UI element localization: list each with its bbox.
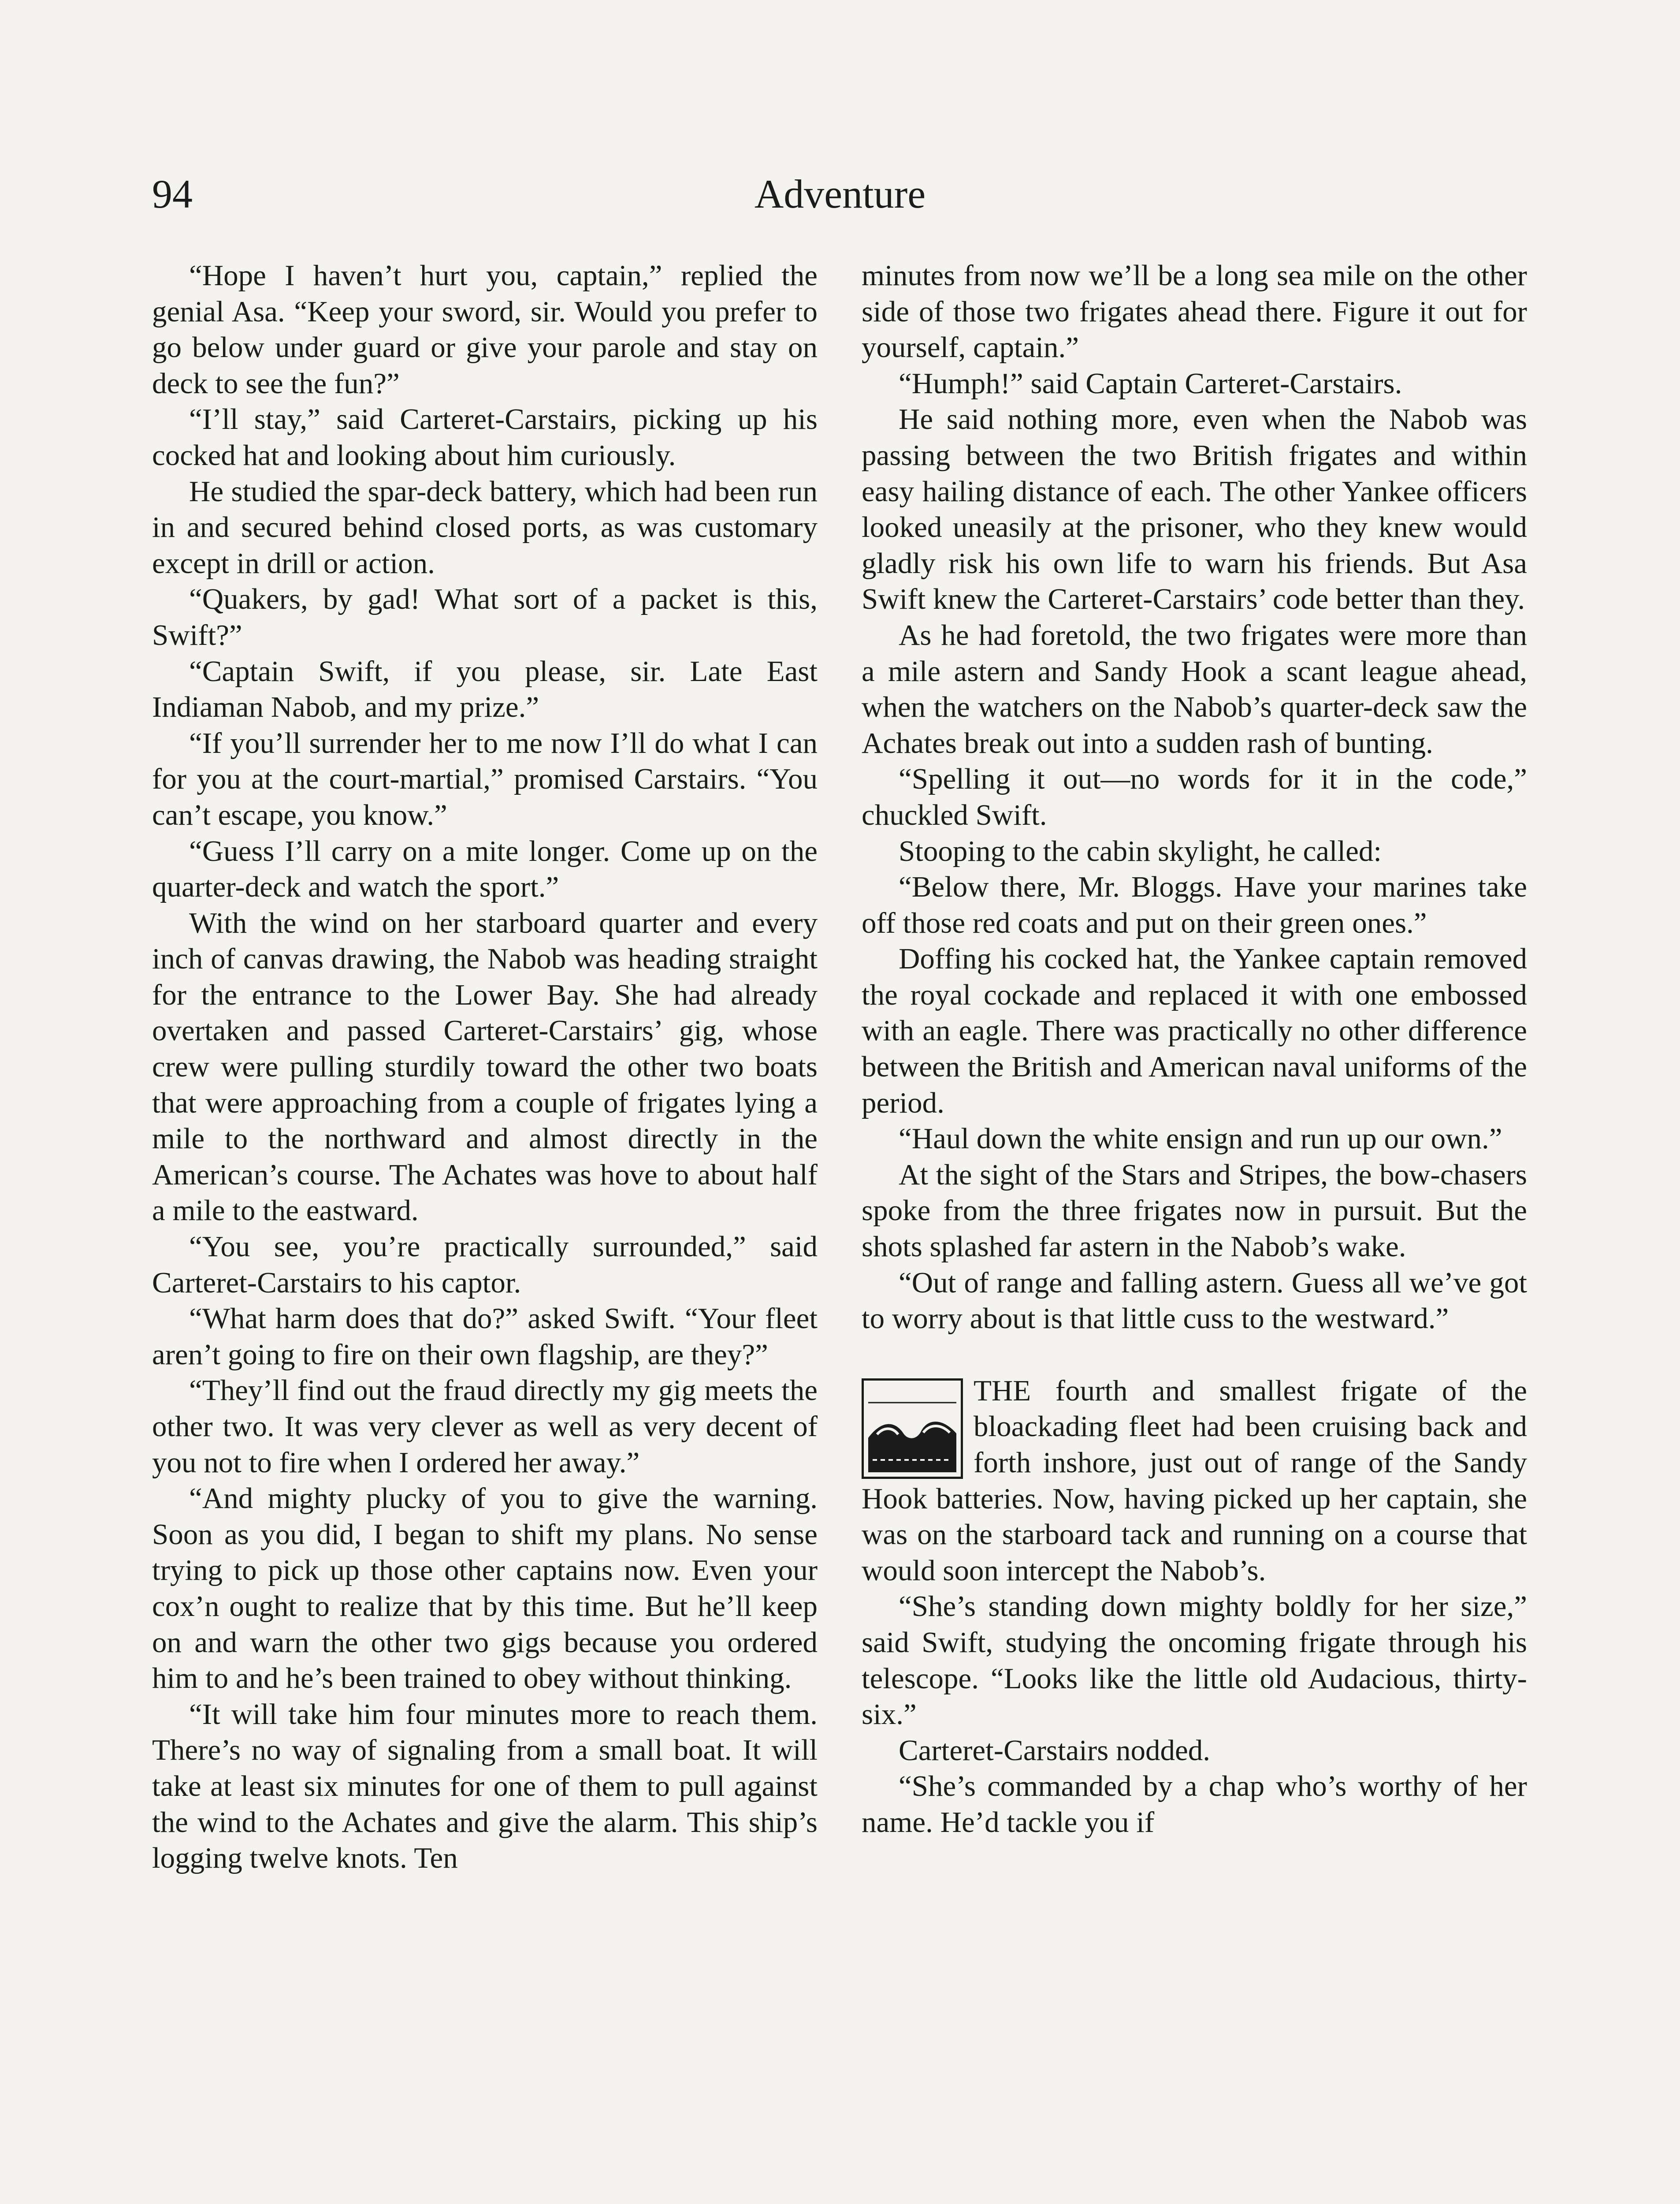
paragraph: “She’s commanded by a chap who’s worthy of her name. He’d tackle you if: [862, 1770, 1527, 1839]
paragraph: “And mighty plucky of you to give the warning. Soon as you did, I began to shift my plans. No sense trying to pick up those other captains now. Even your cox’n ought to realize that by this time. But he’ll keep on and warn the other two gigs because you ordered him to and he’s been trained to obey without thinking.: [152, 1482, 818, 1695]
paragraph: “You see, you’re practically surrounded,” said Carteret-Carstairs to his captor.: [152, 1230, 818, 1299]
paragraph: “I’ll stay,” said Carteret-Carstairs, picking up his cocked hat and looking about him curiously.: [152, 403, 818, 472]
right-column: [862, 258, 1527, 1841]
paragraph: “If you’ll surrender her to me now I’ll do what I can for you at the court-martial,” promised Carstairs. “You can’t escape, you know.”: [152, 726, 818, 831]
wave-ornament-icon: [862, 1378, 963, 1479]
magazine-title: Adventure: [754, 171, 926, 216]
paragraph: Doffing his cocked hat, the Yankee captain removed the royal cockade and replaced it with one embossed with an eagle. There was practically no other difference between the British and American naval uniforms of the period.: [862, 942, 1527, 1119]
paragraph: “What harm does that do?” asked Swift. “Your fleet aren’t going to fire on their own flagship, are they?”: [152, 1302, 818, 1371]
paragraph: He studied the spar-deck battery, which had been run in and secured behind closed ports, as was customary except in drill or action.: [152, 475, 818, 580]
paragraph: “Below there, Mr. Bloggs. Have your marines take off those red coats and put on their green ones.”: [862, 871, 1527, 939]
paragraph: Stooping to the cabin skylight, he called:: [899, 834, 1382, 867]
paragraph: “It will take him four minutes more to reach them. There’s no way of signaling from a small boat. It will take at least six minutes for one of them to pull against the wind to the Achates and give the alarm. This ship’s logging twelve knots. Ten: [152, 1698, 818, 1875]
page-header: [152, 168, 1528, 220]
paragraph: As he had foretold, the two frigates were more than a mile astern and Sandy Hook a scant league ahead, when the watchers on the Nabob’s quarter-deck saw the Achates break out into a sudden rash of bunting.: [862, 618, 1527, 759]
paragraph: “They’ll find out the fraud directly my gig meets the other two. It was very clever as well as very decent of you not to fire when I ordered her away.”: [152, 1374, 818, 1479]
section-opening-text: THE fourth and smallest frigate of the bloackading fleet had been cruising back and forth inshore, just out of range of the Sandy Hook batteries. Now, having picked up her captain, she was on the starboard tack and running on a course that would soon intercept the Nabob’s.: [862, 1374, 1527, 1587]
paragraph: “She’s standing down mighty boldly for her size,” said Swift, studying the oncoming frigate through his telescope. “Looks like the little old Audacious, thirty-six.”: [862, 1590, 1527, 1731]
paragraph: “Out of range and falling astern. Guess all we’ve got to worry about is that little cuss to the westward.”: [862, 1266, 1527, 1335]
paragraph: “Spelling it out—no words for it in the code,” chuckled Swift.: [862, 763, 1527, 831]
paragraph: Carteret-Carstairs nodded.: [899, 1734, 1210, 1767]
paragraph: “Haul down the white ensign and run up our own.”: [899, 1122, 1502, 1155]
paragraph-continued: minutes from now we’ll be a long sea mile on the other side of those two frigates ahead there. Figure it out for yourself, captain.”: [862, 259, 1527, 364]
page-number: 94: [152, 171, 193, 216]
section-opening-paragraph: [862, 1373, 1527, 1589]
paragraph: “Quakers, by gad! What sort of a packet is this, Swift?”: [152, 583, 818, 652]
paragraph: “Hope I haven’t hurt you, captain,” replied the genial Asa. “Keep your sword, sir. Would you prefer to go below under guard or give your parole and stay on deck to see the fun?”: [152, 259, 818, 400]
paragraph: “Humph!” said Captain Carteret-Carstairs.: [899, 367, 1402, 400]
paragraph: At the sight of the Stars and Stripes, the bow-chasers spoke from the three frigates now in pursuit. But the shots splashed far astern in the Nabob’s wake.: [862, 1158, 1527, 1263]
left-column: [152, 258, 818, 1876]
paragraph: “Captain Swift, if you please, sir. Late East Indiaman Nabob, and my prize.”: [152, 655, 818, 724]
paragraph: He said nothing more, even when the Nabob was passing between the two British frigates and within easy hailing distance of each. The other Yankee officers looked uneasily at the prisoner, who they knew would gladly risk his own life to warn his friends. But Asa Swift knew the Carteret-Carstairs’ code better than they.: [862, 403, 1527, 616]
paragraph: “Guess I’ll carry on a mite longer. Come up on the quarter-deck and watch the sport.”: [152, 834, 818, 904]
section-break: [862, 1337, 1527, 1373]
paragraph: With the wind on her starboard quarter and every inch of canvas drawing, the Nabob was heading straight for the entrance to the Lower Bay. She had already overtaken and passed Carteret-Carstairs’ gig, whose crew were pulling sturdily toward the other two boats that were approaching from a couple of frigates lying a mile to the northward and almost directly in the American’s course. The Achates was hove to about half a mile to the eastward.: [152, 906, 818, 1227]
